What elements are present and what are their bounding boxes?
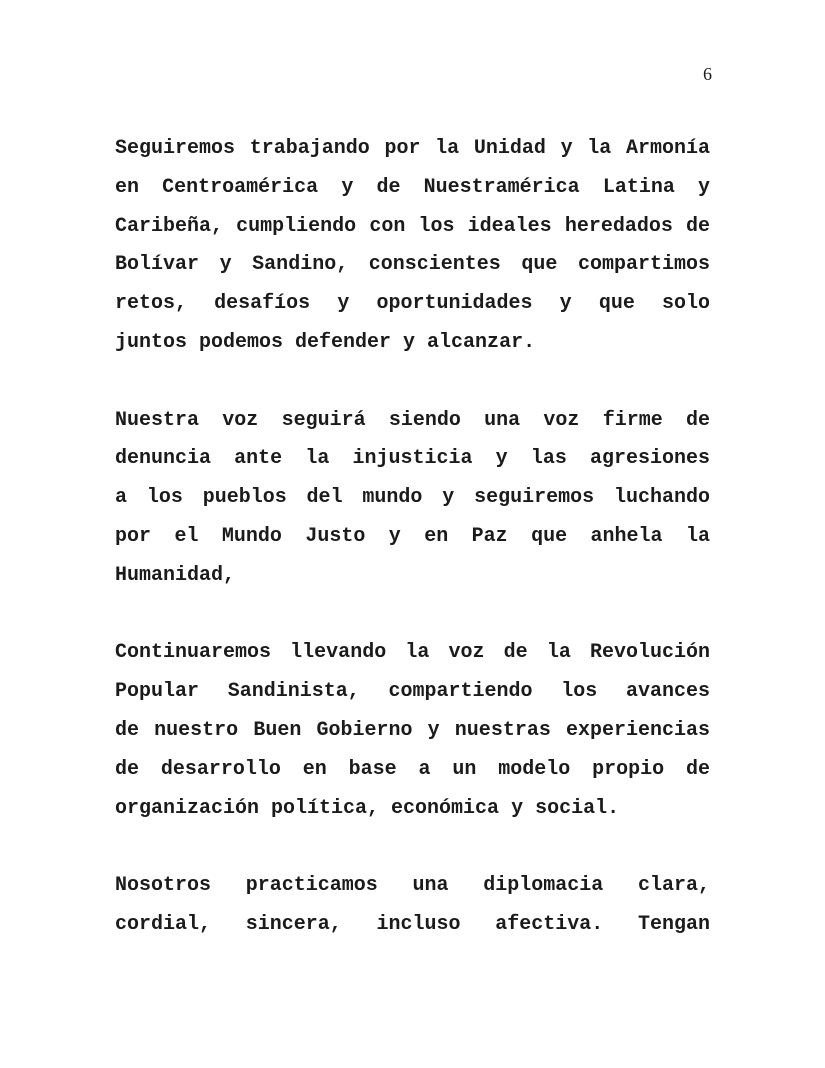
text-line: cordial, sincera, incluso afectiva. Tengan: [115, 912, 710, 936]
text-line: de nuestro Buen Gobierno y nuestras experiencias: [115, 718, 710, 742]
text-line: Nuestra voz seguirá siendo una voz firme de: [115, 408, 710, 432]
text-line: juntos podemos defender y alcanzar.: [115, 330, 536, 354]
text-line: Bolívar y Sandino, conscientes que compartimos: [115, 253, 710, 277]
paragraph-1: [115, 130, 710, 363]
text-line: por el Mundo Justo y en Paz que anhela la: [115, 524, 710, 548]
page-number: 6: [703, 64, 712, 84]
paragraph-2: [115, 402, 710, 596]
text-line: Popular Sandinista, compartiendo los avances: [115, 680, 710, 704]
text-line: organización política, económica y social.: [115, 796, 620, 820]
text-line: Seguiremos trabajando por la Unidad y la Armonía: [115, 137, 710, 160]
text-line: Continuaremos llevando la voz de la Revolución: [115, 641, 710, 665]
text-line: Nosotros practicamos una diplomacia clara,: [115, 874, 710, 898]
text-line: Caribeña, cumpliendo con los ideales heredados de: [115, 214, 710, 238]
document-body: [115, 130, 710, 945]
text-line: en Centroamérica y de Nuestramérica Latina y: [115, 175, 710, 199]
text-line: de desarrollo en base a un modelo propio de: [115, 757, 710, 781]
paragraph-4: [115, 867, 710, 945]
text-line: denuncia ante la injusticia y las agresiones: [115, 447, 710, 471]
text-line: Humanidad,: [115, 563, 236, 587]
text-line: a los pueblos del mundo y seguiremos luchando: [115, 486, 710, 510]
paragraph-3: [115, 634, 710, 828]
text-line: retos, desafíos y oportunidades y que solo: [115, 292, 710, 316]
